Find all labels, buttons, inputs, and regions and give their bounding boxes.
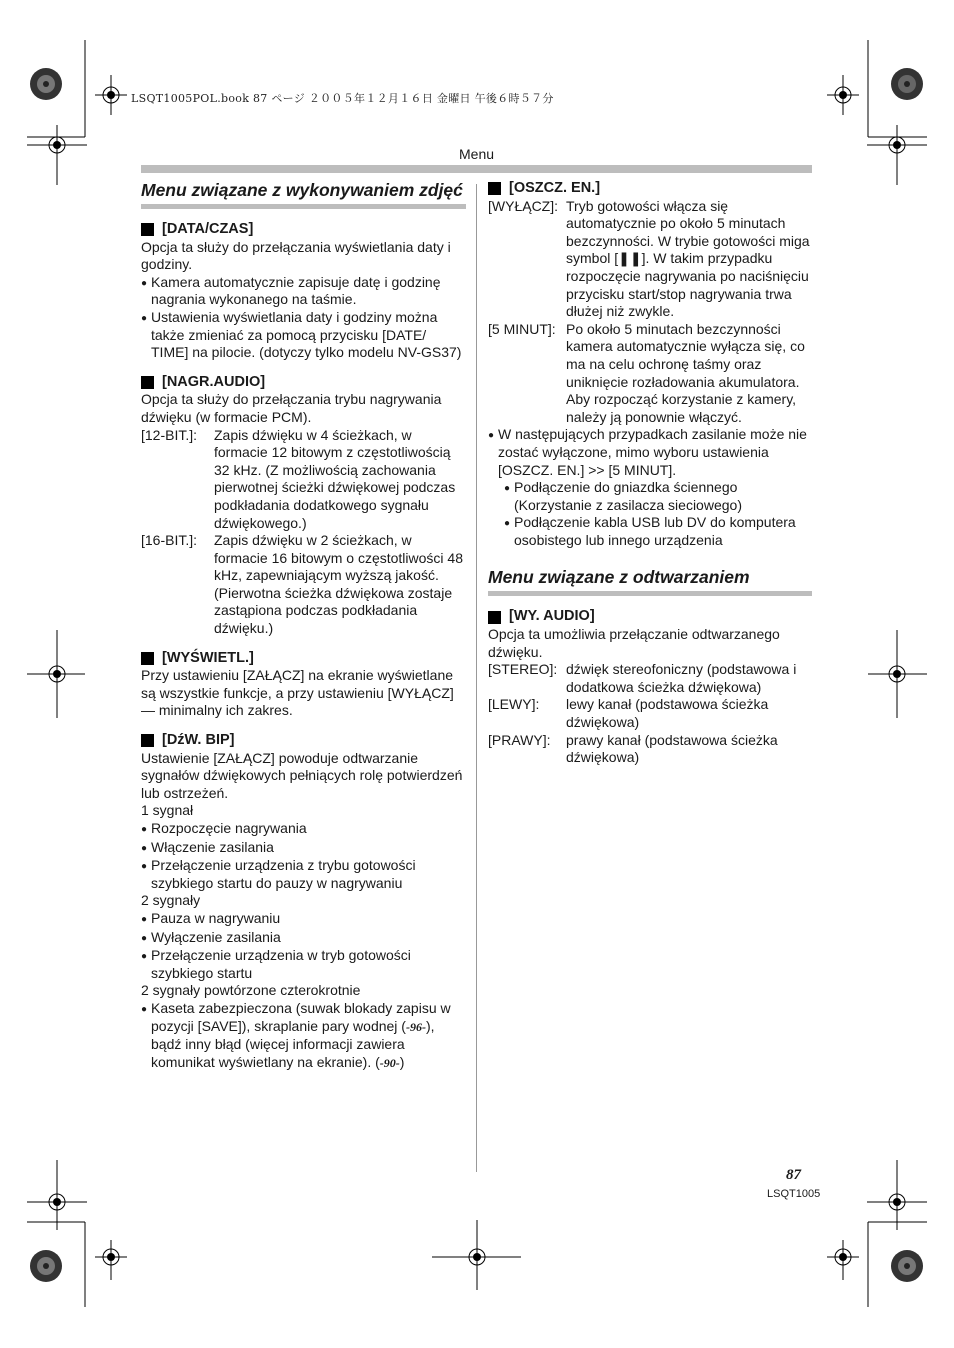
square-bullet-icon <box>488 611 501 624</box>
print-header: LSQT1005POL.book 87 ページ ２００５年１２月１６日 金曜日 午後６時５７分 <box>131 92 554 105</box>
definition-item: [LEWY]: lewy kanał (podstawowa ścieżka dźwiękowa) <box>488 696 769 731</box>
paragraph: Opcja ta służy do przełączania trybu nagrywania dźwięku (w formacie PCM). <box>141 391 442 425</box>
list-item: ● Rozpoczęcie nagrywania <box>141 820 466 839</box>
section-rule <box>488 591 812 596</box>
square-bullet-icon <box>141 376 154 389</box>
bullet-icon: ● <box>504 518 511 530</box>
list-item: ● Ustawienia wyświetlania daty i godziny można także zmieniać za pomocą przycisku [DATE/ TIME] na pilocie. (dotyczy tylko modelu NV-GS37) <box>141 308 462 361</box>
page-number: 87 <box>786 1167 801 1183</box>
list-item: ● Przełączenie urządzenia z trybu gotowości szybkiego startu do pauzy w nagrywaniu <box>141 857 416 891</box>
list-item: ● Włączenie zasilania <box>141 839 466 858</box>
right-column <box>488 170 812 767</box>
paragraph: Opcja ta umożliwia przełączanie odtwarzanego dźwięku. <box>488 626 780 660</box>
left-column <box>141 180 466 1072</box>
subsection-title: [WY. AUDIO] <box>509 608 595 625</box>
definition-item: [STEREO]: dźwięk stereofoniczny (podstawowa i dodatkowa ścieżka dźwiękowa) <box>488 661 797 695</box>
definition-item: [PRAWY]: prawy kanał (podstawowa ścieżka dźwiękowa) <box>488 731 778 766</box>
bullet-icon: ● <box>141 277 148 289</box>
page-reference-link[interactable]: -96- <box>405 1019 426 1034</box>
group-label: 2 sygnały <box>141 892 201 909</box>
list-item: ● Kamera automatycznie zapisuje datę i godzinę nagrania wykonanego na taśmie. <box>141 273 441 308</box>
square-bullet-icon <box>488 182 501 195</box>
subsection-title: [WYŚWIETL.] <box>162 649 254 666</box>
paragraph: Ustawienie [ZAŁĄCZ] powoduje odtwarzanie sygnałów dźwiękowych pełniących rolę potwierdzeń lub ostrzeżeń. <box>141 749 463 801</box>
subsection-wy-audio <box>488 608 812 626</box>
subsection-wyswietl <box>141 650 466 668</box>
subsection-oszcz-en <box>488 180 812 198</box>
list-item: ● Wyłączenie zasilania <box>141 929 466 948</box>
page-reference-link[interactable]: -90- <box>379 1055 400 1070</box>
bullet-icon: ● <box>141 913 148 925</box>
bullet-icon: ● <box>488 430 495 442</box>
list-item: ● Pauza w nagrywaniu <box>141 910 466 929</box>
square-bullet-icon <box>141 223 154 236</box>
bullet-icon: ● <box>504 483 511 495</box>
bullet-icon: ● <box>141 951 148 963</box>
square-bullet-icon <box>141 734 154 747</box>
subsection-dzw-bip <box>141 732 466 750</box>
section-title-shooting: Menu związane z wykonywaniem zdjęć <box>141 180 463 200</box>
square-bullet-icon <box>141 652 154 665</box>
list-item: ● Przełączenie urządzenia w tryb gotowości szybkiego startu <box>141 947 411 981</box>
group-label: 1 sygnał <box>141 802 194 819</box>
section-rule <box>141 204 466 209</box>
paragraph: Przy ustawieniu [ZAŁĄCZ] na ekranie wyświetlane są wszystkie funkcje, a przy ustawieniu [WYŁĄCZ] — minimalny ich zakres. <box>141 667 454 719</box>
paragraph: Opcja ta służy do przełączania wyświetlania daty i godziny. <box>141 238 451 273</box>
subsection-title: [DźW. BIP] <box>162 732 235 749</box>
subsection-data-czas <box>141 221 466 239</box>
bullet-icon: ● <box>141 312 148 324</box>
bullet-icon: ● <box>141 932 148 944</box>
list-item: ● Kaseta zabezpieczona (suwak blokady zapisu w pozycji [SAVE]), skraplanie pary wodnej (-96-), bądź inny błąd (więcej informacji zawiera komunikat wyświetlany na ekranie). (-90-) <box>141 1000 466 1072</box>
sub-list-item: ● Podłączenie kabla USB lub DV do komputera osobistego lub innego urządzenia <box>504 514 796 548</box>
document-code: LSQT1005 <box>767 1188 821 1200</box>
definition-item: [12-BIT.]: Zapis dźwięku w 4 ścieżkach, w formacie 12 bitowym z częstotliwością 32 kHz. (Z możliwością zachowania pierwotnej ścieżki dźwiękowej podczas podkładania dodatkowego sygnału dźwiękowego.) <box>141 426 456 531</box>
definition-item: [16-BIT.]: Zapis dźwięku w 2 ścieżkach, w formacie 16 bitowym o częstotliwości 48 kHz, zapewniającym wyższą jakość. (Pierwotna ścieżka dźwiękowa zostaje zastąpiona podczas podkładania dźwięku.) <box>141 532 463 637</box>
running-head: Menu <box>459 146 495 162</box>
subsection-title: [NAGR.AUDIO] <box>162 373 266 390</box>
list-item: ● W następujących przypadkach zasilanie może nie zostać wyłączone, mimo wyboru ustawienia [OSZCZ. EN.] >> [5 MINUT]. <box>488 426 807 478</box>
definition-item: [WYŁĄCZ]: Tryb gotowości włącza się automatycznie po około 5 minutach bezczynności. W trybie gotowości miga symbol [❚❚]. W takim przypadku rozpoczęcie nagrywania po naciśnięciu przycisku start/stop nagrywania trwa dłużej niż zwykle. <box>488 197 810 320</box>
subsection-nagr-audio <box>141 374 466 392</box>
section-title-playback: Menu związane z odtwarzaniem <box>488 567 750 588</box>
subsection-title: [DATA/CZAS] <box>162 221 254 237</box>
group-label: 2 sygnały powtórzone czterokrotnie <box>141 982 361 999</box>
bullet-icon: ● <box>141 824 148 835</box>
subsection-title: [OSZCZ. EN.] <box>509 180 601 196</box>
definition-item: [5 MINUT]: Po około 5 minutach bezczynności kamera automatycznie wyłącza się, co ma na celu ochronę taśmy oraz uniknięcie rozładowania akumulatora. Aby rozpocząć korzystanie z kamery, należy ją ponownie włączyć. <box>488 320 805 425</box>
sub-list-item: ● Podłączenie do gniazdka ściennego (Korzystanie z zasilacza sieciowego) <box>504 479 742 513</box>
column-divider <box>476 184 477 1172</box>
bullet-icon: ● <box>141 1003 148 1015</box>
bullet-icon: ● <box>141 861 148 873</box>
bullet-icon: ● <box>141 842 148 854</box>
